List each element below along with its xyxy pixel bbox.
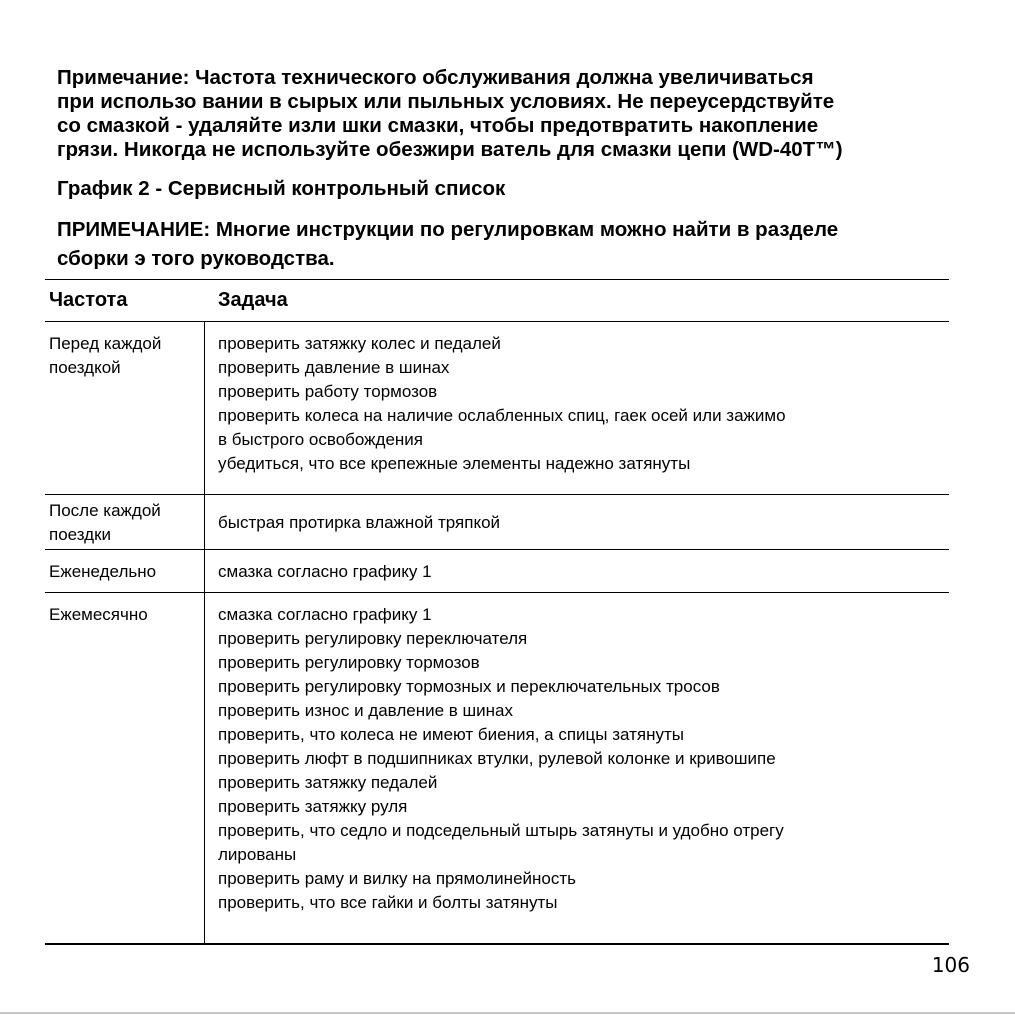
note-line: при использо вании в сырых или пыльных условиях. Не переусердствуйте xyxy=(57,90,835,113)
table-row-divider xyxy=(45,592,949,593)
task-item: проверить затяжку педалей xyxy=(218,773,438,792)
task-item: проверить регулировку переключателя xyxy=(218,629,528,648)
header-frequency: Частота xyxy=(49,289,128,311)
frequency-line: Ежемесячно xyxy=(49,605,148,624)
table-top-border xyxy=(45,279,949,280)
task-item: смазка согласно графику 1 xyxy=(218,605,432,624)
page-bottom-edge xyxy=(0,1012,1015,1014)
table-row-tasks xyxy=(218,332,786,476)
task-item: проверить затяжку колес и педалей xyxy=(218,334,501,353)
frequency-line: поездкой xyxy=(49,358,121,377)
table-row-divider xyxy=(45,549,949,550)
frequency-line: Перед каждой xyxy=(49,334,162,353)
task-item: проверить раму и вилку на прямолинейность xyxy=(218,869,577,888)
chart-title: График 2 - Сервисный контрольный список xyxy=(57,177,506,200)
frequency-line: Еженедельно xyxy=(49,562,157,581)
task-item: проверить работу тормозов xyxy=(218,382,438,401)
task-item: проверить регулировку тормозных и переключательных тросов xyxy=(218,677,720,696)
task-item: проверить, что седло и подседельный штырь затянуты и удобно отрегу xyxy=(218,821,784,840)
table-row-tasks xyxy=(218,511,500,535)
task-item: проверить давление в шинах xyxy=(218,358,450,377)
task-item: быстрая протирка влажной тряпкой xyxy=(218,513,501,532)
header-task: Задача xyxy=(218,289,288,311)
table-row-frequency xyxy=(49,499,161,547)
page-number: 106 xyxy=(931,953,970,977)
frequency-line: После каждой xyxy=(49,501,161,520)
table-bottom-border xyxy=(45,943,949,945)
task-item: проверить регулировку тормозов xyxy=(218,653,480,672)
note-line: со смазкой - удаляйте изли шки смазки, чтобы предотвратить накопление xyxy=(57,114,819,137)
adjustment-note-line: сборки э того руководства. xyxy=(57,247,335,270)
table-row-tasks xyxy=(218,560,432,584)
task-item: проверить затяжку руля xyxy=(218,797,408,816)
task-item: смазка согласно графику 1 xyxy=(218,562,432,581)
task-item: проверить люфт в подшипниках втулки, рулевой колонке и кривошипе xyxy=(218,749,776,768)
task-item: проверить, что все гайки и болты затянуты xyxy=(218,893,558,912)
maintenance-note xyxy=(57,66,962,162)
task-item: в быстрого освобождения xyxy=(218,430,423,449)
task-item: проверить, что колеса не имеют биения, а спицы затянуты xyxy=(218,725,684,744)
table-row-tasks xyxy=(218,603,784,915)
note-line: грязи. Никогда не используйте обезжири ватель для смазки цепи (WD-40T™) xyxy=(57,138,843,161)
adjustment-note-line: ПРИМЕЧАНИЕ: Многие инструкции по регулировкам можно найти в разделе xyxy=(57,218,839,241)
adjustment-note xyxy=(57,215,838,273)
note-line: Примечание: Частота технического обслуживания должна увеличиваться xyxy=(57,66,814,89)
table-column-divider xyxy=(204,322,205,944)
table-header-border xyxy=(45,321,949,322)
task-item: лированы xyxy=(218,845,297,864)
table-row-frequency xyxy=(49,560,156,584)
task-item: проверить износ и давление в шинах xyxy=(218,701,513,720)
table-row-frequency xyxy=(49,603,148,627)
task-item: проверить колеса на наличие ослабленных спиц, гаек осей или зажимо xyxy=(218,406,786,425)
table-row-divider xyxy=(45,494,949,495)
table-row-frequency xyxy=(49,332,161,380)
task-item: убедиться, что все крепежные элементы надежно затянуты xyxy=(218,454,691,473)
frequency-line: поездки xyxy=(49,525,112,544)
